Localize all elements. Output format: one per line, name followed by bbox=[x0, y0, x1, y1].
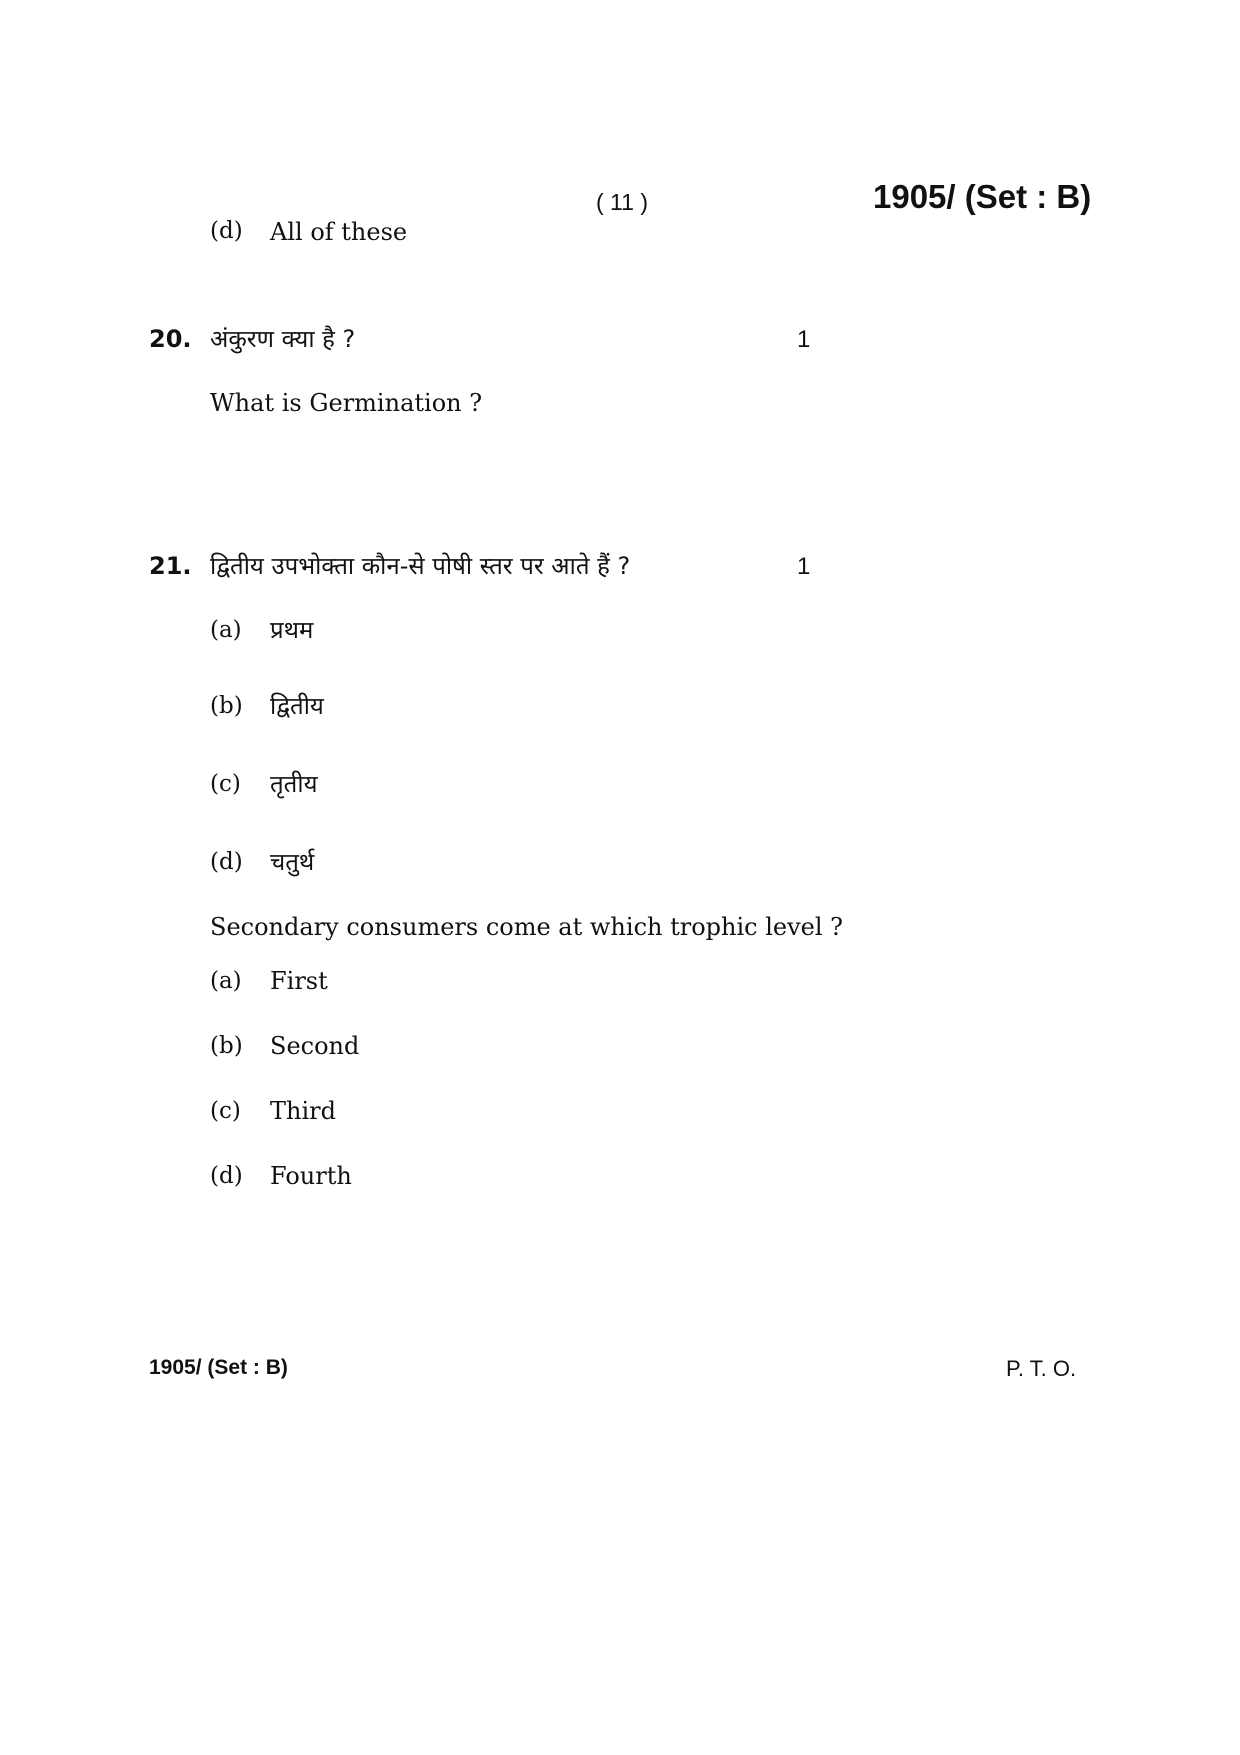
hindi-option-letter: (c) bbox=[210, 771, 241, 797]
english-option-letter: (d) bbox=[210, 1163, 243, 1189]
pto-label: P. T. O. bbox=[1006, 1356, 1077, 1381]
question-20-english: What is Germination ? bbox=[210, 389, 483, 417]
english-option-letter: (b) bbox=[210, 1033, 243, 1059]
paper-code-header: 1905/ (Set : B) bbox=[873, 178, 1092, 215]
carryover-option-text: All of these bbox=[270, 218, 408, 246]
question-20-hindi: अंकुरण क्या है ? bbox=[210, 325, 356, 353]
question-21-marks: 1 bbox=[797, 553, 811, 580]
hindi-option-letter: (b) bbox=[210, 693, 243, 719]
hindi-option-text: तृतीय bbox=[270, 770, 318, 798]
hindi-option-text: द्वितीय bbox=[270, 692, 324, 720]
hindi-option-text: चतुर्थ bbox=[270, 848, 315, 876]
question-21-number: 21. bbox=[149, 552, 192, 580]
hindi-option-text: प्रथम bbox=[270, 616, 314, 644]
english-option-text: Third bbox=[270, 1097, 336, 1125]
question-21-english: Secondary consumers come at which trophic level ? bbox=[210, 913, 844, 941]
page-number: ( 11 ) bbox=[596, 189, 648, 215]
question-20-number: 20. bbox=[149, 325, 192, 353]
hindi-option-letter: (a) bbox=[210, 617, 242, 643]
english-option-text: Fourth bbox=[270, 1162, 352, 1190]
hindi-option-letter: (d) bbox=[210, 849, 243, 875]
english-option-letter: (c) bbox=[210, 1098, 241, 1124]
english-option-text: Second bbox=[270, 1032, 360, 1060]
carryover-option-letter: (d) bbox=[210, 218, 243, 244]
english-option-letter: (a) bbox=[210, 968, 242, 994]
question-21-hindi: द्वितीय उपभोक्ता कौन-से पोषी स्तर पर आते हैं ? bbox=[210, 552, 631, 580]
paper-code-footer: 1905/ (Set : B) bbox=[149, 1356, 288, 1379]
question-20-marks: 1 bbox=[797, 326, 811, 353]
english-option-text: First bbox=[270, 967, 328, 995]
